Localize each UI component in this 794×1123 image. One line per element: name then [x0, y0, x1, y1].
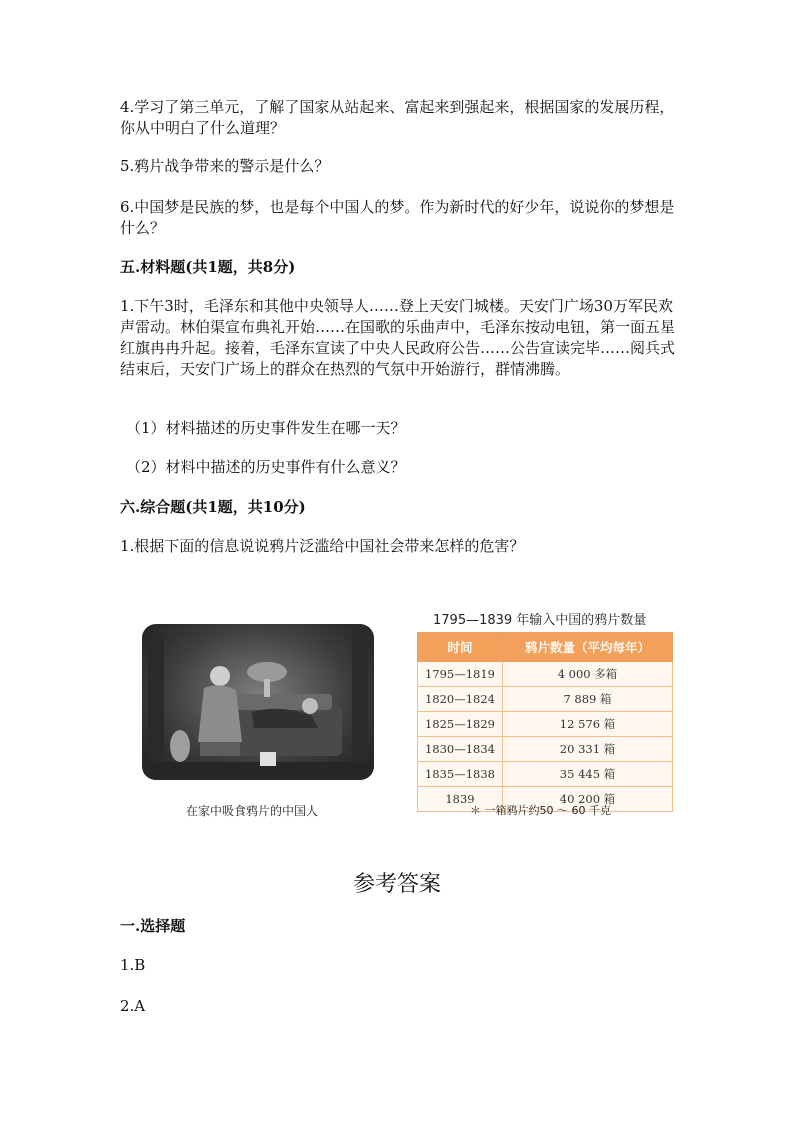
section-5-sub-question-1: （1）材料描述的历史事件发生在哪一天？ — [126, 419, 406, 437]
opium-import-table — [417, 632, 673, 812]
table-note: ＊ 一箱鸦片约50 ～ 60 千克 — [470, 804, 611, 817]
table-cell-period: 1835—1838 — [418, 762, 503, 787]
table-cell-period: 1820—1824 — [418, 687, 503, 712]
question-5: 5.鸦片战争带来的警示是什么？ — [120, 157, 330, 175]
table-row — [418, 737, 673, 762]
table-cell-quantity: 4 000 多箱 — [503, 662, 673, 687]
section-5-material: 1.下午3时，毛泽东和其他中央领导人……登上天安门城楼。天安门广场30万军民欢声雷动。林伯渠宣布典礼开始……在国歌的乐曲声中，毛泽东按动电钮，第一面五星红旗冉冉升起。接着，毛泽东宣读了中央人民政府公告……公告宣读完毕……阅兵式结束后，天安门广场上的群众在热烈的气氛中开始游行，群情沸腾。 — [120, 297, 676, 378]
table-cell-quantity: 20 331 箱 — [503, 737, 673, 762]
table-header-row — [418, 633, 673, 662]
table-cell-period: 1839 — [418, 787, 503, 812]
table-row — [418, 687, 673, 712]
answer-item: 2.A — [120, 997, 146, 1015]
answer-title: 参考答案 — [352, 872, 441, 897]
table-row — [418, 662, 673, 687]
photo-illustration — [142, 624, 374, 780]
section-5-sub-question-2: （2）材料中描述的历史事件有什么意义？ — [126, 458, 406, 476]
table-cell-period: 1795—1819 — [418, 662, 503, 687]
question-4: 4.学习了第三单元，了解了国家从站起来、富起来到强起来，根据国家的发展历程，你从中明白了什么道理？ — [120, 98, 675, 137]
opium-smoker-photo — [142, 624, 374, 780]
answer-item: 1.B — [120, 956, 146, 974]
section-6-heading: 六.综合题(共1题，共10分) — [120, 498, 306, 516]
table-cell-quantity: 40 200 箱 — [503, 787, 673, 812]
question-6: 6.中国梦是民族的梦，也是每个中国人的梦。作为新时代的好少年，说说你的梦想是什么？ — [120, 198, 675, 237]
table-title: 1795—1839 年输入中国的鸦片数量 — [433, 613, 647, 628]
section-5-heading: 五.材料题(共1题，共8分) — [120, 258, 296, 276]
photo-caption: 在家中吸食鸦片的中国人 — [186, 804, 319, 818]
table-cell-quantity: 35 445 箱 — [503, 762, 673, 787]
table-row — [418, 712, 673, 737]
table-cell-quantity: 7 889 箱 — [503, 687, 673, 712]
table-header-quantity: 鸦片数量（平均每年） — [503, 633, 673, 662]
table-cell-period: 1830—1834 — [418, 737, 503, 762]
table-cell-period: 1825—1829 — [418, 712, 503, 737]
table-cell-quantity: 12 576 箱 — [503, 712, 673, 737]
table-header-period: 时间 — [418, 633, 503, 662]
section-6-question: 1.根据下面的信息说说鸦片泛滥给中国社会带来怎样的危害？ — [120, 537, 525, 555]
table-row — [418, 762, 673, 787]
answer-section-1-heading: 一.选择题 — [120, 917, 186, 935]
